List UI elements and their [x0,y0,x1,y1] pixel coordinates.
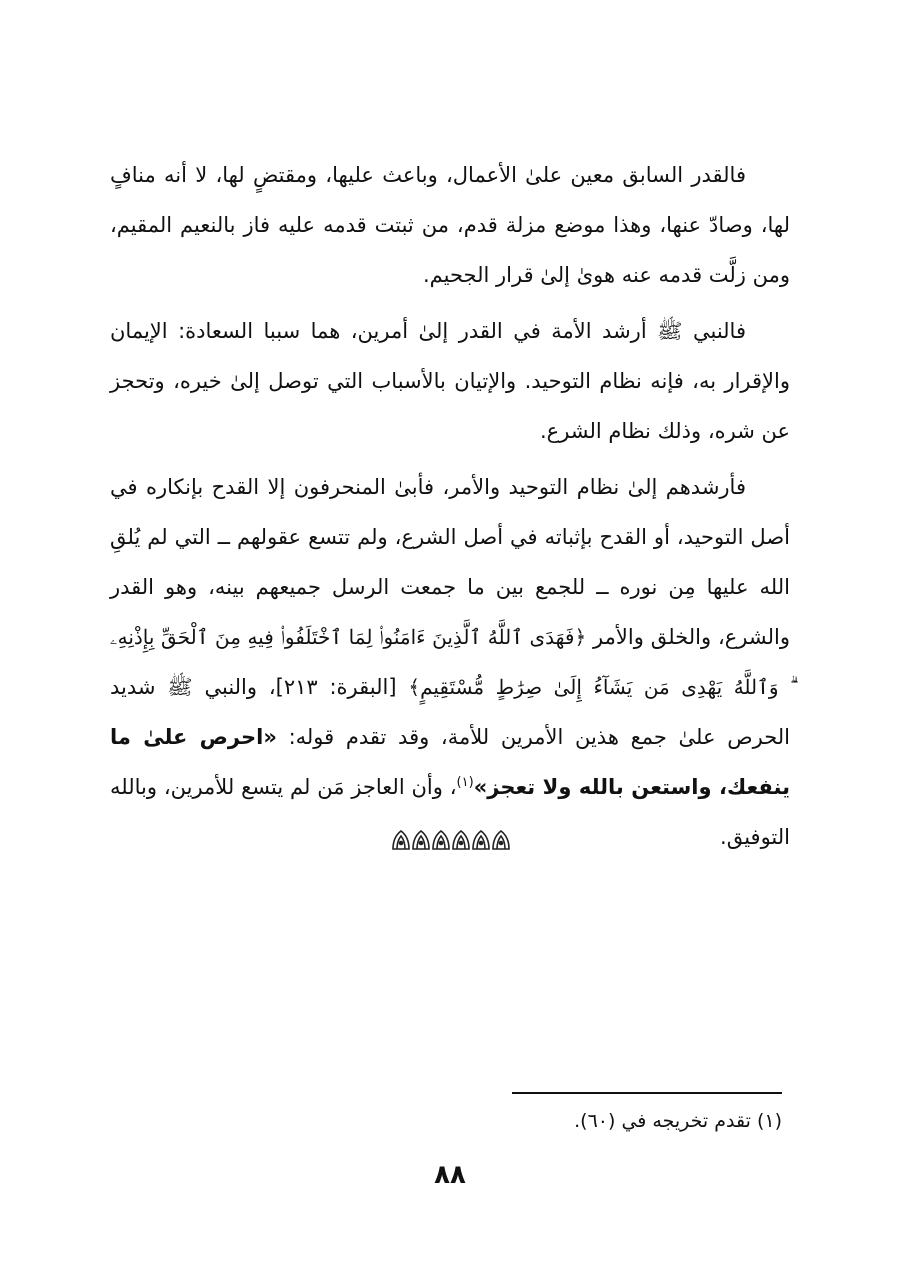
floral-divider-icon [392,826,510,856]
paragraph-2-text: فالنبي ﷺ أرشد الأمة في القدر إلىٰ أمرين، هما سببا السعادة: الإيمان والإقرار به، فإنه نظام التوحيد. والإتيان بالأسباب التي توصل إلىٰ خيره، وتحجز عن شره، وذلك نظام الشرع. [110,319,790,443]
paragraph-3 [110,462,790,862]
footnote-divider [512,1092,782,1094]
footnote [460,1106,782,1136]
quran-verse: ﴿فَهَدَى ٱللَّهُ ٱلَّذِينَ ءَامَنُوا۟ لِمَا ٱخْتَلَفُوا۟ فِيهِ مِنَ ٱلْحَقِّ بِإِذْنِهِۦ ۗ وَٱللَّهُ يَهْدِى مَن يَشَآءُ إِلَىٰ صِرَٰطٍ مُّسْتَقِيمٍ﴾ [110,625,791,699]
paragraph-1-text: فالقدر السابق معين علىٰ الأعمال، وباعث عليها، ومقتضٍ لها، لا أنه منافٍ لها، وصادّ عنها، وهذا موضع مزلة قدم، من ثبتت قدمه عليه فاز بالنعيم المقيم، ومن زلَّت قدمه عنه هوىٰ إلىٰ قرار الجحيم. [110,163,790,287]
footnote-text: تقدم تخريجه في (٦٠). [574,1110,751,1132]
main-text [110,150,790,868]
paragraph-3-text-a: فأرشدهم إلىٰ نظام التوحيد والأمر، فأبىٰ المنحرفون إلا القدح بإنكاره في أصل التوحيد، أو القدح بإثباته في أصل الشرع، ولم تتسع عقولهم ــ التي لم يُلقِ الله عليها مِن نوره ــ للجمع بين ما جمعت الرسل جميعهم بينه، وهو القدر والشرع، والخلق والأمر [110,475,790,649]
paragraph-3-text-b: ، والنبي ﷺ شديد الحرص علىٰ جمع هذين الأمرين للأمة، وقد تقدم قوله: [110,675,790,749]
hadith-quote: «احرص علىٰ ما ينفعك، واستعن بالله ولا تعجز» [110,725,790,799]
footnote-number: (١) [756,1110,782,1132]
page-number: ٨٨ [434,1160,466,1190]
footnote-reference[interactable]: (١) [456,775,474,790]
quran-citation: [البقرة: ٢١٣] [275,675,397,699]
paragraph-2 [110,306,790,456]
paragraph-3-text-c: ، وأن العاجز مَن لم يتسع للأمرين، وبالله التوفيق. [110,775,790,849]
paragraph-1 [110,150,790,300]
